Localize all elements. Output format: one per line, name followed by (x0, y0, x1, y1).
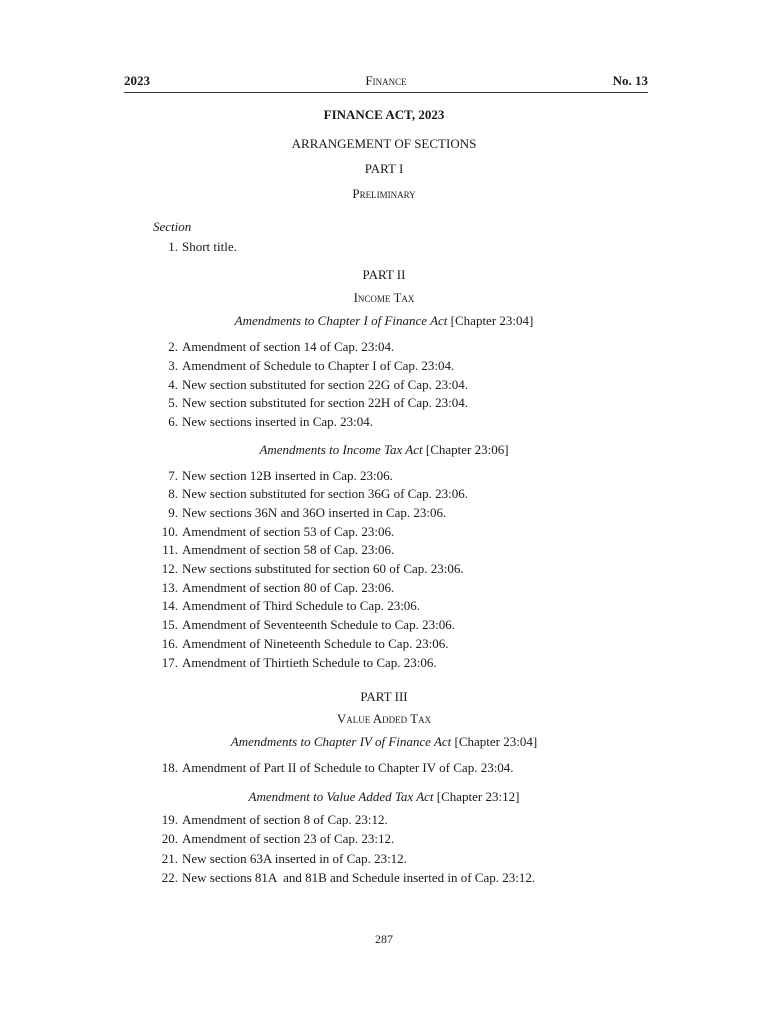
part-1-label: PART I (364, 161, 404, 176)
subheading-italic: Amendment to Value Added Tax Act (248, 789, 434, 804)
list-item (124, 560, 684, 578)
item-number: 2. (168, 339, 178, 354)
item-number: 5. (168, 395, 178, 410)
item-text: New sections 81A and 81B and Schedule inserted in of Cap. 23:12. (182, 870, 536, 885)
part-3-subheading-1 (124, 734, 644, 750)
item-number: 14. (161, 598, 178, 613)
part-3-heading: Value Added Tax (336, 711, 432, 726)
item-text: New section substituted for section 22G of Cap. 23:04. (182, 377, 468, 392)
item-number: 21. (161, 851, 178, 866)
list-item (124, 413, 684, 431)
item-text: New section 12B inserted in Cap. 23:06. (182, 468, 393, 483)
part-1-heading: Preliminary (352, 186, 416, 201)
item-number: 11. (162, 542, 178, 557)
item-number: 13. (161, 580, 178, 595)
item-number: 16. (161, 636, 178, 651)
item-number: 22. (161, 870, 178, 885)
item-number: 12. (161, 561, 178, 576)
list-item (124, 654, 684, 672)
list-item (124, 485, 684, 503)
list-item (124, 811, 684, 829)
item-number: 17. (161, 655, 178, 670)
list-item (124, 597, 684, 615)
part-3-label: PART III (360, 689, 408, 704)
part-3-subheading-2 (124, 789, 644, 805)
item-number: 9. (168, 505, 178, 520)
header-number: No. 13 (612, 73, 648, 88)
list-item (124, 635, 684, 653)
part-2-subheading-1 (124, 313, 644, 329)
item-text: Amendment of section 53 of Cap. 23:06. (182, 524, 395, 539)
item-text: Amendment of section 8 of Cap. 23:12. (182, 812, 388, 827)
list-item (124, 869, 684, 887)
header-title: Finance (365, 73, 407, 88)
item-text: Amendment of Seventeenth Schedule to Cap. 23:06. (182, 617, 455, 632)
item-text: Amendment of section 14 of Cap. 23:04. (182, 339, 395, 354)
page-number: 287 (375, 932, 393, 946)
item-number: 19. (161, 812, 178, 827)
list-item (124, 579, 684, 597)
item-number: 3. (168, 358, 178, 373)
item-number: 20. (161, 831, 178, 846)
part-2-heading: Income Tax (353, 290, 415, 305)
item-number: 7. (168, 468, 178, 483)
list-item (124, 850, 684, 868)
item-text: New section 63A inserted in of Cap. 23:12. (182, 851, 407, 866)
subheading-chapter: [Chapter 23:12] (433, 789, 520, 804)
item-text: New section substituted for section 22H of Cap. 23:04. (182, 395, 468, 410)
item-text: Short title. (182, 239, 237, 254)
header-year: 2023 (124, 73, 150, 88)
list-item (124, 830, 684, 848)
part-2-subheading-2 (124, 442, 644, 458)
list-item (124, 504, 684, 522)
item-number: 1. (168, 239, 178, 254)
item-number: 6. (168, 414, 178, 429)
item-number: 15. (161, 617, 178, 632)
item-text: Amendment of Thirtieth Schedule to Cap. 23:06. (182, 655, 437, 670)
subheading-italic: Amendments to Chapter IV of Finance Act (230, 734, 452, 749)
list-item (124, 759, 684, 777)
list-item (124, 541, 684, 559)
item-text: Amendment of Part II of Schedule to Chapter IV of Cap. 23:04. (182, 760, 514, 775)
running-header (124, 72, 648, 93)
list-item (124, 523, 684, 541)
item-text: New sections inserted in Cap. 23:04. (182, 414, 373, 429)
item-number: 8. (168, 486, 178, 501)
item-number: 4. (168, 377, 178, 392)
item-text: New sections substituted for section 60 of Cap. 23:06. (182, 561, 464, 576)
item-text: Amendment of section 80 of Cap. 23:06. (182, 580, 395, 595)
subheading-chapter: [Chapter 23:04] (447, 313, 534, 328)
item-text: New section substituted for section 36G of Cap. 23:06. (182, 486, 468, 501)
subheading-italic: Amendments to Chapter I of Finance Act (234, 313, 448, 328)
act-title: FINANCE ACT, 2023 (323, 107, 445, 122)
list-item (124, 467, 684, 485)
item-text: New sections 36N and 36O inserted in Cap. 23:06. (182, 505, 447, 520)
list-item (124, 394, 684, 412)
item-number: 18. (161, 760, 178, 775)
subheading-chapter: [Chapter 23:04] (451, 734, 538, 749)
subheading-italic: Amendments to Income Tax Act (259, 442, 423, 457)
list-item (124, 357, 684, 375)
arrangement-heading: ARRANGEMENT OF SECTIONS (291, 136, 477, 151)
item-text: Amendment of Schedule to Chapter I of Cap. 23:04. (182, 358, 455, 373)
list-item (124, 376, 684, 394)
section-column-label: Section (153, 219, 192, 234)
part-2-label: PART II (362, 267, 406, 282)
item-number: 10. (161, 524, 178, 539)
item-text: Amendment of section 58 of Cap. 23:06. (182, 542, 395, 557)
item-text: Amendment of Nineteenth Schedule to Cap. 23:06. (182, 636, 449, 651)
item-text: Amendment of Third Schedule to Cap. 23:06. (182, 598, 421, 613)
subheading-chapter: [Chapter 23:06] (422, 442, 509, 457)
item-text: Amendment of section 23 of Cap. 23:12. (182, 831, 395, 846)
list-item (124, 238, 684, 256)
list-item (124, 338, 684, 356)
list-item (124, 616, 684, 634)
